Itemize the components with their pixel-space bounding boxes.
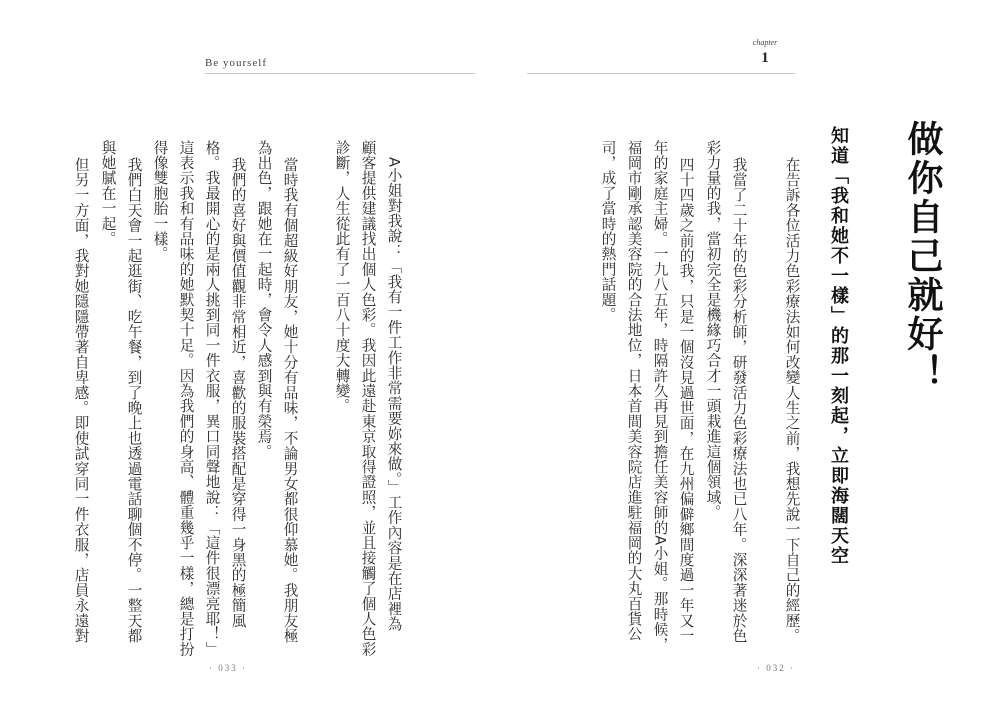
body-line: 四十四歲之前的我，只是一個沒見過世面，在九州偏僻鄉間度過一年又一: [677, 157, 695, 644]
body-line: 在告訴各位活力色彩療法如何改變人生之前，我想先說一下自己的經歷。: [783, 157, 801, 644]
body-line: 我們的喜好與價值觀非常相近，喜歡的服裝搭配是穿得一身黑的極簡風: [229, 157, 247, 629]
chapter-title: 做你自己就好！: [902, 120, 943, 393]
body-line: 彩力量的我，當初完全是機緣巧合才一頭栽進這個領域。: [704, 140, 722, 520]
chapter-subtitle: 知道「我和她不一樣」的那一刻起，立即海闊天空: [828, 126, 849, 566]
body-line: 但另一方面，我對她隱隱帶著自卑感。即使試穿同一件衣服，店員永遠對: [72, 157, 90, 644]
body-line: 我當了二十年的色彩分析師，研發活力色彩療法也已八年。深深著迷於色: [730, 157, 748, 644]
body-line: A小姐對我說：「我有一件工作非常需要妳來做。」工作內容是在店裡為: [385, 157, 403, 632]
chapter-number: 1: [761, 50, 769, 66]
body-line: 福岡市剛承認美容院的合法地位，日本首間美容院店進駐福岡的大丸百貨公: [625, 140, 643, 642]
header-rule-right: [527, 73, 795, 74]
body-line: 得像雙胞胎一樣。: [151, 140, 169, 262]
body-line: 我們白天會一起逛街、吃午餐，到了晚上也透過電話聊個不停。一整天都: [125, 157, 143, 644]
body-line: 當時我有個超級好朋友，她十分有品味，不論男女都很仰慕她。我朋友極: [281, 157, 299, 644]
body-line: 與她膩在一起。: [99, 140, 117, 247]
body-line: 顧客提供建議找出個人色彩。我因此遠赴東京取得證照，並且接觸了個人色彩: [359, 140, 377, 657]
body-line: 診斷，人生從此有了一百八十度大轉變。: [333, 140, 351, 414]
body-line: 為出色，跟她在一起時，會令人感到與有榮焉。: [255, 140, 273, 460]
body-line: 司，成了當時的熱門話題。: [599, 140, 617, 323]
body-line: 年的家庭主婦。一九八五年，時隔許久再見到擔任美容師的A小姐。那時候，: [651, 140, 669, 653]
body-line: 格。我最開心的是兩人挑到同一件衣服，異口同聲地說：「這件很漂亮耶！」: [203, 140, 221, 657]
running-head-book-title: Be yourself: [205, 57, 268, 69]
chapter-label: chapter: [752, 38, 778, 47]
page-number-right: · 032 ·: [757, 663, 795, 673]
body-line: 這表示我和有品味的她默契十足。因為我們的身高、體重幾乎一樣，總是打扮: [177, 140, 195, 657]
header-rule-left: [205, 73, 475, 74]
page-number-left: · 033 ·: [209, 663, 247, 673]
